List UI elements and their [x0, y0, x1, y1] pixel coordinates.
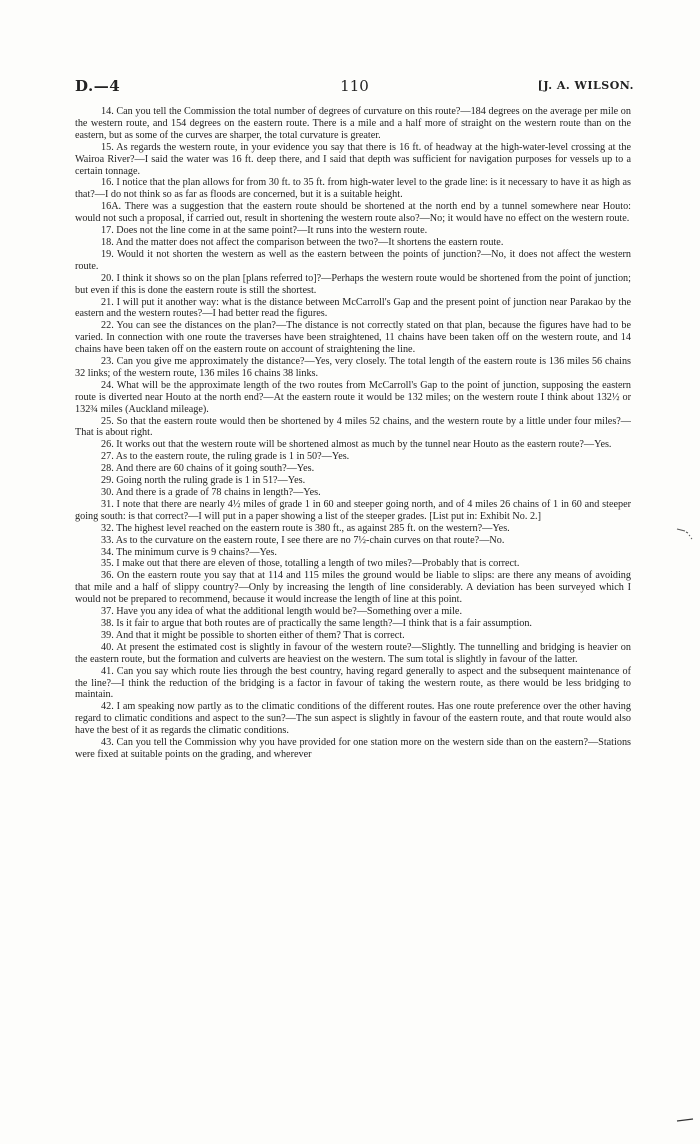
document-reference: D.—4: [75, 77, 121, 95]
testimony-paragraph: 36. On the eastern route you say that at 114 and 115 miles the ground would be liable to slips: are there any means of avoiding that mile and a half of slippy country?—Only by increasing the length of line considerably. A deviation has been surveyed which I would not be prepared to recommend, because it would increase the length of line at this point.: [75, 570, 631, 606]
testimony-paragraph: 14. Can you tell the Commission the total number of degrees of curvature on this route?—184 degrees on the average per mile on the western route, and 154 degrees on the eastern route. There is a mile and a half more of straight on the western route than on the eastern, but as some of the curves are sharper, the total curvature is greater.: [75, 106, 631, 141]
testimony-paragraph: 21. I will put it another way: what is the distance between McCarroll's Gap and the present point of junction near Parakao by the eastern and the western routes?—I had better read the figures.: [75, 296, 631, 320]
margin-dash-icon: [676, 1117, 694, 1123]
testimony-paragraph: 37. Have you any idea of what the additional length would be?—Something over a mile.: [101, 606, 462, 618]
testimony-paragraph: 24. What will be the approximate length of the two routes from McCarroll's Gap to the point of junction, supposing the eastern route is diverted near Houto at the north end?—At the eastern route it would be 132 miles; on the western route I think about 132½ or 132¾ miles (Auckland mileage).: [75, 379, 631, 415]
testimony-paragraph: 43. Can you tell the Commission why you have provided for one station more on the western side than on the eastern?—Stations were fixed at suitable points on the grading, and wherever: [75, 737, 631, 760]
testimony-paragraph: 16A. There was a suggestion that the eastern route should be shortened at the north end by a tunnel somewhere near Houto: would not such a proposal, if carried out, result in shortening the western route also?—No; it would have no effect on the western route.: [75, 201, 631, 225]
testimony-paragraph: 31. I note that there are nearly 4½ miles of grade 1 in 60 and steeper going north, and of 4 miles 26 chains of 1 in 60 and steeper going south: is that correct?—I will put in a paper showing a list of the steeper grades. [List put in: Exhibit No. 2.]: [75, 498, 631, 522]
testimony-paragraph: 23. Can you give me approximately the distance?—Yes, very closely. The total length of the eastern route is 136 miles 56 chains 32 links; of the western route, 136 miles 16 chains 38 links.: [75, 356, 631, 379]
testimony-paragraph: 20. I think it shows so on the plan [plans referred to]?—Perhaps the western route would be shortened from the point of junction; but even if this is done the eastern route is still the shortest.: [75, 272, 631, 296]
testimony-paragraph: 22. You can see the distances on the plan?—The distance is not correctly stated on that plan, because the figures have had to be varied. In connection with one route the traverses have been straightened, 11 chains have been taken off on the western route, and 14 chains have been taken off on the eastern route on account of straightening the line.: [75, 320, 631, 356]
testimony-paragraph: 19. Would it not shorten the western as well as the eastern between the points of junction?—No, it does not affect the western route.: [75, 248, 631, 272]
page-number: 110: [340, 77, 369, 95]
testimony-paragraph: 39. And that it might be possible to shorten either of them? That is correct.: [101, 629, 405, 641]
testimony-paragraph: 38. Is it fair to argue that both routes are of practically the same length?—I think that is a fair assumption.: [101, 617, 532, 629]
testimony-paragraph: 16. I notice that the plan allows for from 30 ft. to 35 ft. from high-water level to the grade line: is it necessary to have it as high as that?—I do not think so as far as floods are concerned, but it is a suitable height.: [75, 177, 631, 201]
testimony-paragraph: 34. The minimum curve is 9 chains?—Yes.: [101, 546, 277, 558]
witness-name: [J. A. WILSON.: [537, 79, 634, 92]
testimony-paragraph: 26. It works out that the western route will be shortened almost as much by the tunnel near Houto as the eastern route?—Yes.: [101, 439, 612, 451]
testimony-paragraph: 15. As regards the western route, in your evidence you say that there is 16 ft. of headway at the high-water-level crossing at the Wairoa River?—I said the water was 16 ft. deep there, and I said that depth was sufficient for navigation purposes for vessels up to a certain tonnage.: [75, 141, 631, 177]
testimony-paragraph: 40. At present the estimated cost is slightly in favour of the western route?—Slightly. The tunnelling and bridging is heavier on the eastern route, but the formation and culverts are heaviest on the western. The sum total is slightly in favour of the latter.: [75, 641, 631, 665]
testimony-paragraph: 30. And there is a grade of 78 chains in length?—Yes.: [101, 487, 321, 498]
testimony-body: [75, 106, 631, 761]
testimony-paragraph: 27. As to the eastern route, the ruling grade is 1 in 50?—Yes.: [101, 451, 350, 463]
testimony-paragraph: 35. I make out that there are eleven of those, totalling a length of two miles?—Probably that is correct.: [101, 558, 520, 570]
testimony-paragraph: 41. Can you say which route lies through the best country, having regard generally to aspect and the subsequent maintenance of the line?—I think the reduction of the bridging is a factor in favour of taking the western route, as there would be less bridging to maintain.: [75, 665, 631, 701]
testimony-paragraph: 28. And there are 60 chains of it going south?—Yes.: [101, 463, 315, 475]
testimony-paragraph: 29. Going north the ruling grade is 1 in 51?—Yes.: [101, 475, 306, 487]
testimony-paragraph: 17. Does not the line come in at the same point?—It runs into the western route.: [101, 225, 428, 237]
testimony-paragraph: 32. The highest level reached on the eastern route is 380 ft., as against 285 ft. on the western?—Yes.: [101, 522, 510, 534]
testimony-paragraph: 42. I am speaking now partly as to the climatic conditions of the different routes. Has one route preference over the other having regard to climatic conditions and aspect to the sun?—The sun aspect is slightly in favour of the eastern route, and that route would also have the best of it as regards the climatic conditions.: [75, 701, 631, 737]
testimony-paragraph: 18. And the matter does not affect the comparison between the two?—It shortens the eastern route.: [101, 236, 504, 248]
margin-mark-icon: [676, 526, 694, 540]
page-header: [75, 77, 634, 97]
testimony-paragraph: 25. So that the eastern route would then be shortened by 4 miles 52 chains, and the western route by a little under four miles?—That is about right.: [75, 415, 631, 439]
testimony-paragraph: 33. As to the curvature on the eastern route, I see there are no 7½-chain curves on that route?—No.: [101, 534, 505, 546]
